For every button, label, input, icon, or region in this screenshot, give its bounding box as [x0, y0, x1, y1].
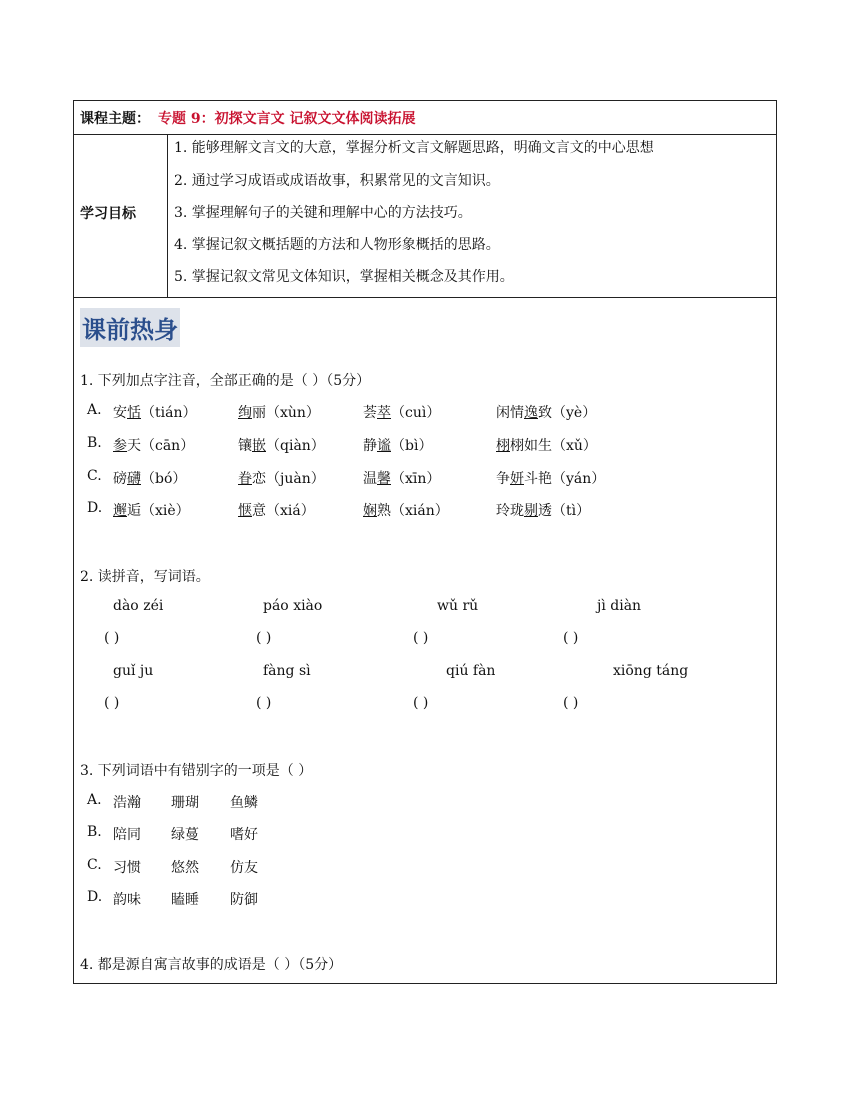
answer-blank[interactable]: ( ) [563, 630, 579, 646]
option-word: 韵味 [113, 892, 141, 908]
option-word: 安恬（tián） [113, 405, 197, 421]
column-divider [167, 134, 168, 297]
dotted-character: 娴 [363, 503, 377, 519]
option-word: 浩瀚 [113, 795, 141, 811]
dotted-character: 眷 [238, 471, 252, 487]
answer-blank[interactable]: ( ) [104, 695, 120, 711]
option-word: 习惯 [113, 860, 141, 876]
option-word: 嗜好 [230, 827, 258, 843]
pinyin: jì diàn [597, 598, 642, 614]
pinyin: xiōng táng [613, 663, 689, 679]
option-word: 栩栩如生（xǔ） [496, 438, 597, 454]
answer-blank[interactable]: ( ) [256, 630, 272, 646]
option-word: 温馨（xīn） [363, 471, 441, 487]
option-word: 静谧（bì） [363, 438, 433, 454]
option-word: 防御 [230, 892, 258, 908]
dotted-character: 礴 [127, 471, 141, 487]
objective-item: 3. 掌握理解句子的关键和理解中心的方法技巧。 [174, 205, 472, 221]
dotted-character: 邂 [113, 503, 127, 519]
option-word: 鱼鳞 [230, 795, 258, 811]
option-word: 瞌睡 [171, 892, 199, 908]
option-word: 珊瑚 [171, 795, 199, 811]
dotted-character: 妍 [510, 471, 524, 487]
dotted-character: 恬 [127, 405, 141, 421]
dotted-character: 谧 [377, 438, 391, 454]
pinyin: guǐ ju [113, 663, 154, 679]
question-4-stem: 4. 都是源自寓言故事的成语是（ ）（5分） [80, 957, 343, 973]
option-word: 仿友 [230, 860, 258, 876]
objective-item: 5. 掌握记叙文常见文体知识，掌握相关概念及其作用。 [174, 269, 514, 285]
option-letter: B. [87, 435, 102, 451]
dotted-character: 馨 [377, 471, 391, 487]
option-word: 悠然 [171, 860, 199, 876]
option-letter: C. [87, 857, 102, 873]
row-divider [73, 134, 777, 135]
objective-item: 1. 能够理解文言文的大意，掌握分析文言文解题思路，明确文言文的中心思想 [174, 140, 654, 156]
option-letter: A. [87, 792, 102, 808]
dotted-character: 剔 [524, 503, 538, 519]
option-word: 磅礴（bó） [113, 471, 187, 487]
option-word: 眷恋（juàn） [238, 471, 325, 487]
option-letter: D. [87, 500, 103, 516]
pinyin: qiú fàn [446, 663, 496, 679]
option-word: 镶嵌（qiàn） [238, 438, 325, 454]
objectives-label: 学习目标 [80, 206, 136, 222]
pinyin: wǔ rǔ [437, 598, 479, 614]
option-letter: B. [87, 824, 102, 840]
option-word: 绿蔓 [171, 827, 199, 843]
dotted-character: 参 [113, 438, 127, 454]
option-word: 荟萃（cuì） [363, 405, 441, 421]
option-word: 娴熟（xián） [363, 503, 449, 519]
dotted-character: 栩 [496, 438, 510, 454]
row-divider [73, 297, 777, 298]
option-word: 闲情逸致（yè） [496, 405, 597, 421]
section-heading: 课前热身 [80, 308, 180, 347]
option-word: 绚丽（xùn） [238, 405, 320, 421]
answer-blank[interactable]: ( ) [104, 630, 120, 646]
dotted-character: 嵌 [252, 438, 266, 454]
option-word: 邂逅（xiè） [113, 503, 190, 519]
answer-blank[interactable]: ( ) [563, 695, 579, 711]
answer-blank[interactable]: ( ) [256, 695, 272, 711]
question-3-stem: 3. 下列词语中有错别字的一项是（ ） [80, 763, 313, 779]
dotted-character: 逸 [524, 405, 538, 421]
objective-item: 2. 通过学习成语或成语故事，积累常见的文言知识。 [174, 173, 500, 189]
objective-item: 4. 掌握记叙文概括题的方法和人物形象概括的思路。 [174, 237, 500, 253]
answer-blank[interactable]: ( ) [413, 630, 429, 646]
worksheet-table [73, 100, 777, 984]
dotted-character: 萃 [377, 405, 391, 421]
dotted-character: 惬 [238, 503, 252, 519]
topic-label: 课程主题： [80, 111, 150, 127]
pinyin: páo xiào [263, 598, 323, 614]
option-word: 玲珑剔透（tì） [496, 503, 591, 519]
option-letter: D. [87, 889, 103, 905]
pinyin: dào zéi [113, 598, 164, 614]
question-2-stem: 2. 读拼音，写词语。 [80, 569, 210, 585]
option-letter: A. [87, 402, 102, 418]
answer-blank[interactable]: ( ) [413, 695, 429, 711]
option-word: 参天（cān） [113, 438, 195, 454]
pinyin: fàng sì [263, 663, 311, 679]
option-word: 陪同 [113, 827, 141, 843]
option-letter: C. [87, 468, 102, 484]
option-word: 惬意（xiá） [238, 503, 315, 519]
dotted-character: 绚 [238, 405, 252, 421]
question-1-stem: 1. 下列加点字注音，全部正确的是（ ）（5分） [80, 373, 371, 389]
option-word: 争妍斗艳（yán） [496, 471, 606, 487]
topic-title: 专题 9：初探文言文 记叙文文体阅读拓展 [158, 111, 416, 127]
